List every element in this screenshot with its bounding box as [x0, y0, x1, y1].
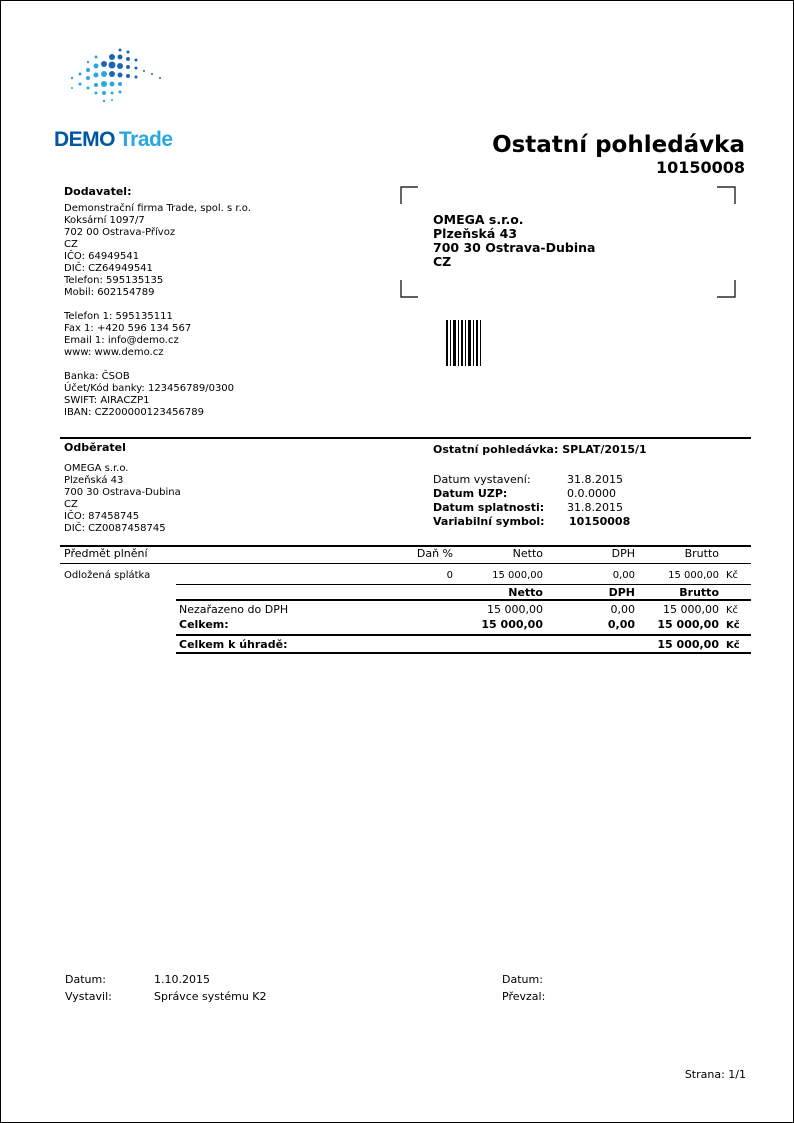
supplier-contact-block — [64, 311, 191, 359]
supplier-line: Telefon: 595135135 — [64, 275, 164, 286]
supplier-line: 702 00 Ostrava-Přívoz — [64, 227, 176, 238]
items-header-vat: DPH — [611, 547, 635, 560]
claim-row-label: Variabilní symbol: — [433, 515, 545, 528]
item-tax: 0 — [446, 570, 453, 581]
supplier-address-block — [64, 203, 251, 299]
summary-row-unclassified — [0, 604, 794, 618]
table-row — [0, 569, 794, 583]
supplier-line: www: www.demo.cz — [64, 347, 164, 358]
supplier-line: CZ — [64, 239, 78, 250]
claim-value: SPLAT/2015/1 — [562, 443, 647, 456]
summary-row-gross: 15 000,00 — [663, 603, 719, 616]
item-gross: 15 000,00 — [668, 570, 719, 581]
items-top-line — [60, 545, 751, 547]
item-currency: Kč — [726, 570, 739, 581]
amount-due-row — [0, 639, 794, 653]
summary-row-net: 15 000,00 — [487, 603, 543, 616]
company-logo-dots — [66, 44, 166, 106]
amount-due-line — [176, 652, 751, 654]
customer-heading: Odběratel — [64, 441, 126, 454]
claim-label: Ostatní pohledávka: — [433, 443, 559, 456]
supplier-line: IČO: 64949541 — [64, 251, 140, 262]
logo-word-demo: DEMO — [54, 128, 115, 151]
customer-line: IČO: 87458745 — [64, 511, 140, 522]
page-number: Strana: 1/1 — [684, 1068, 746, 1081]
summary-total-currency: Kč — [726, 620, 740, 631]
claim-row-value: 31.8.2015 — [567, 501, 623, 514]
customer-line: Plzeňská 43 — [64, 475, 124, 486]
customer-line: OMEGA s.r.o. — [64, 463, 129, 474]
footer-issued-label: Vystavil: — [65, 990, 112, 1003]
supplier-line: Demonstrační firma Trade, spol. s r.o. — [64, 203, 251, 214]
summary-total-gross: 15 000,00 — [657, 618, 719, 631]
summary-header-vat: DPH — [608, 586, 635, 599]
supplier-bank-block — [64, 371, 234, 419]
claim-row-variable-symbol — [433, 515, 631, 530]
summary-row-currency: Kč — [726, 605, 739, 616]
supplier-line: Email 1: info@demo.cz — [64, 335, 179, 346]
address-line: Plzeňská 43 — [433, 226, 518, 241]
claim-row-label: Datum splatnosti: — [433, 501, 545, 514]
footer-received-label: Převzal: — [502, 990, 546, 1003]
amount-due-value: 15 000,00 — [657, 638, 719, 651]
section-divider — [60, 437, 751, 439]
summary-header-line — [176, 599, 751, 601]
items-header-subject: Předmět plnění — [64, 547, 148, 560]
supplier-line: Mobil: 602154789 — [64, 287, 155, 298]
items-header-gross: Brutto — [684, 547, 719, 560]
amount-due-label: Celkem k úhradě: — [179, 638, 288, 651]
summary-header-net: Netto — [508, 586, 543, 599]
supplier-line: Telefon 1: 595135111 — [64, 311, 173, 322]
summary-total-vat: 0,00 — [607, 618, 635, 631]
footer-date2-label: Datum: — [502, 973, 543, 986]
item-subject: Odložená splátka — [64, 570, 151, 581]
summary-row-total — [0, 619, 794, 633]
claim-heading — [433, 444, 647, 456]
amount-due-currency: Kč — [726, 640, 740, 651]
items-header-net: Netto — [512, 547, 543, 560]
claim-rows — [433, 473, 631, 530]
summary-row-vat: 0,00 — [610, 603, 635, 616]
customer-line: DIČ: CZ0087458745 — [64, 523, 166, 534]
barcode — [446, 320, 482, 366]
address-window — [433, 213, 595, 269]
claim-row-due-date — [433, 501, 623, 516]
items-header-tax: Daň % — [416, 547, 453, 560]
footer-date-value: 1.10.2015 — [154, 973, 210, 986]
summary-total-net: 15 000,00 — [481, 618, 543, 631]
claim-row-label: Datum UZP: — [433, 487, 508, 500]
summary-top-line — [176, 584, 751, 585]
item-net: 15 000,00 — [492, 570, 543, 581]
items-header-line — [60, 563, 751, 564]
summary-header-gross: Brutto — [679, 586, 719, 599]
customer-line: 700 30 Ostrava-Dubina — [64, 487, 181, 498]
supplier-line: Fax 1: +420 596 134 567 — [64, 323, 192, 334]
customer-line: CZ — [64, 499, 78, 510]
supplier-heading: Dodavatel: — [64, 185, 132, 198]
footer-issued-value: Správce systému K2 — [154, 990, 267, 1003]
address-line: 700 30 Ostrava-Dubina — [433, 240, 596, 255]
document-title: Ostatní pohledávka — [492, 132, 745, 158]
footer-date-label: Datum: — [65, 973, 106, 986]
supplier-line: SWIFT: AIRACZP1 — [64, 395, 150, 406]
claim-row-uzp — [433, 487, 616, 502]
summary-total-line — [176, 634, 751, 636]
supplier-line: DIČ: CZ64949541 — [64, 263, 153, 274]
claim-row-label: Datum vystavení: — [433, 473, 531, 486]
logo-word-trade: Trade — [119, 128, 173, 151]
claim-row-value: 10150008 — [569, 515, 631, 528]
supplier-line: IBAN: CZ200000123456789 — [64, 407, 204, 418]
supplier-line: Banka: ČSOB — [64, 371, 130, 382]
address-line: OMEGA s.r.o. — [433, 212, 524, 227]
summary-row-label: Nezařazeno do DPH — [179, 603, 289, 616]
address-line: CZ — [433, 254, 452, 269]
supplier-line: Účet/Kód banky: 123456789/0300 — [64, 383, 235, 394]
supplier-line: Koksární 1097/7 — [64, 215, 145, 226]
customer-block — [64, 463, 181, 535]
claim-row-issue-date — [433, 473, 623, 488]
document-number: 10150008 — [655, 158, 745, 177]
item-vat: 0,00 — [612, 570, 635, 581]
summary-total-label: Celkem: — [179, 618, 229, 631]
claim-row-value: 0.0.0000 — [567, 487, 616, 500]
claim-row-value: 31.8.2015 — [567, 473, 623, 486]
company-logo — [54, 128, 173, 152]
